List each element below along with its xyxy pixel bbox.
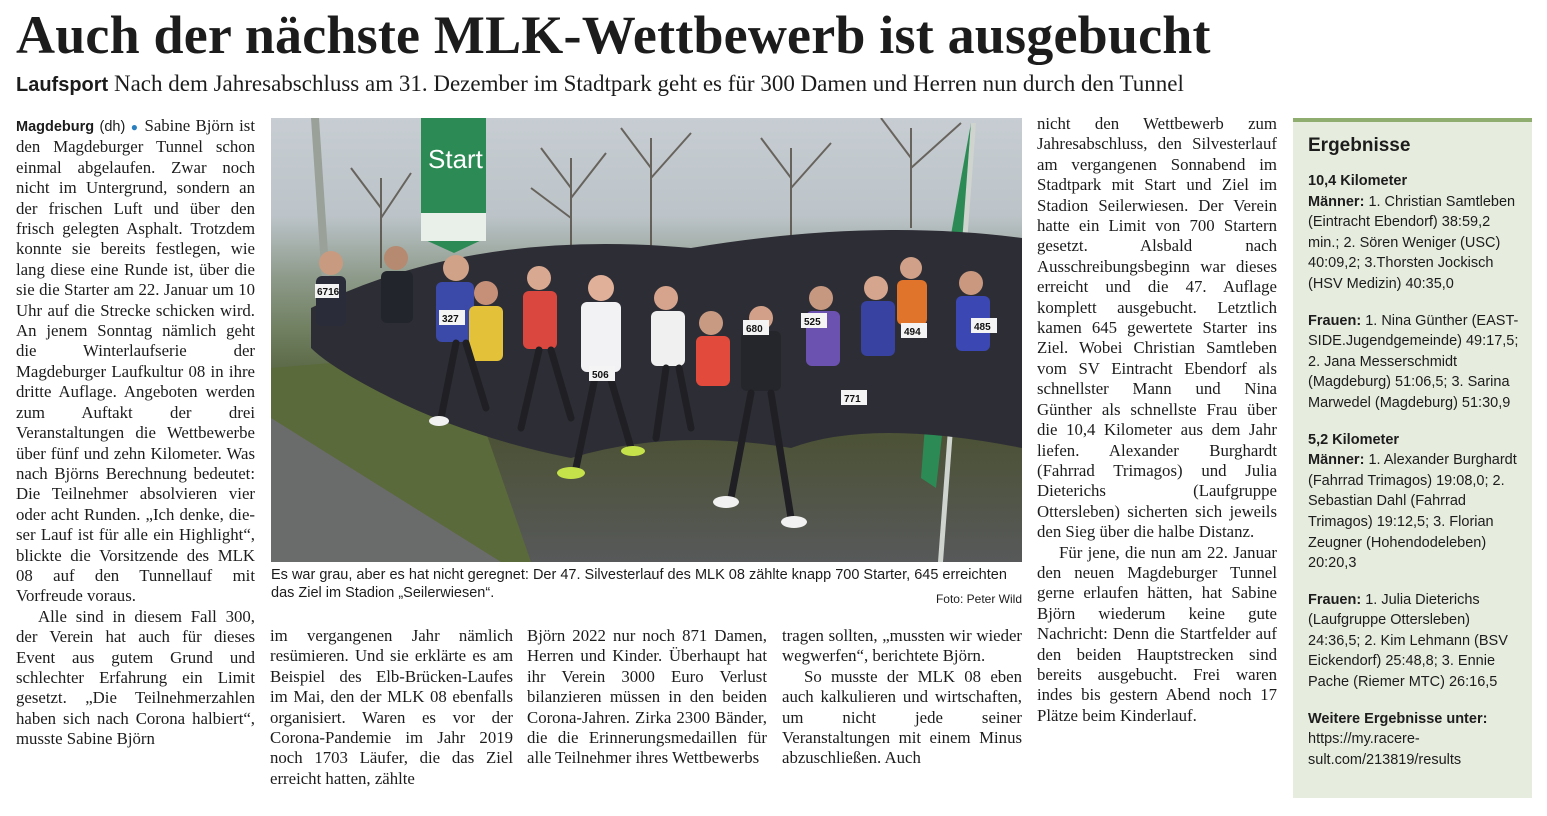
results-title: Ergebnisse bbox=[1308, 135, 1411, 156]
bib-number: 6716 bbox=[317, 287, 340, 298]
bib-number: 525 bbox=[804, 317, 821, 328]
results-women-5k bbox=[1308, 590, 1524, 693]
photo-credit: Foto: Peter Wild bbox=[935, 592, 1022, 606]
results-men-10k bbox=[1308, 192, 1524, 295]
dateline-author: (dh) bbox=[99, 119, 126, 135]
article-paragraph bbox=[16, 116, 255, 607]
results-distance-heading: 5,2 Kilometer bbox=[1308, 431, 1400, 448]
results-entries: 1. Alexander Burghardt (Fahrrad Trimagos) 19:08,0; 2. Sebastian Dahl (Fahrrad Trimagos) 19:12,5; 3. Florian Zeugner (Hohendodeleben) 20:20,3 bbox=[1308, 452, 1517, 572]
article-paragraph: So musste der MLK 08 eben auch kalkulieren und wirtschaften, um nicht jede seiner Veranstaltungen mit einem Minus abzuschließen. Auch bbox=[782, 666, 1022, 768]
article-column-5 bbox=[1037, 114, 1277, 726]
paragraph-text: Sabine Björn ist den Magdeburger Tunnel schon einmal abgelaufen. Zwar noch nicht im Untergrund, sondern an der frischen Luft und über den frisch gelegten Asphalt. Trotzdem konnte sie bereits festlegen, wie lang diese eine Runde ist, über die sie die Starter am 22. Januar um 10 Uhr auf die Strecke schicken wird. An jenem Sonntag nämlich geht die Winterlaufserie der Magdeburger Laufkultur 08 in ihre dritte Auflage. Angeboten werden zum Auftakt der drei Veranstaltungen die Wettbewerbe über fünf und zehn Kilometer. Was nach Björns Berechnung bedeutet: Die Teilnehmer absolvieren vier oder acht Runden. „Ich denke, dieser Lauf ist für alle ein Highlight“, blickte die Vorsitzende des MLK 08 auf den Tunnellauf mit Vorfreude voraus. bbox=[16, 116, 255, 606]
article-column-4 bbox=[782, 626, 1022, 769]
article-column-1 bbox=[16, 116, 255, 750]
subhead-kicker: Laufsport bbox=[16, 74, 109, 96]
results-more-label: Weitere Ergebnisse unter: bbox=[1308, 710, 1488, 727]
bib-number: 680 bbox=[746, 324, 763, 335]
results-label: Männer: bbox=[1308, 193, 1365, 210]
results-distance-heading: 10,4 Kilometer bbox=[1308, 173, 1408, 189]
results-entries: 1. Nina Günther (EAST-SIDE.Jugendgemeinde) 49:17,5; 2. Jana Messerschmidt (Magdeburg) 51:06,5; 3. Sarina Marwedel (Magdeburg) 51:30,9 bbox=[1308, 312, 1519, 411]
bib-number: 506 bbox=[592, 370, 609, 381]
photo-caption: Es war grau, aber es hat nicht geregnet: Der 47. Silvesterlauf des MLK 08 zählte knapp 700 Starter, 645 erreichten das Ziel im Stadion „Seilerwiesen“. bbox=[271, 567, 1007, 601]
article-paragraph: tragen sollten, „mussten wir wieder wegwerfen“, berichtete Björn. bbox=[782, 626, 1022, 666]
results-women-10k bbox=[1308, 311, 1524, 414]
bib-number: 771 bbox=[844, 394, 861, 405]
article-paragraph: Für jene, die nun am 22. Januar den neuen Magdeburger Tunnel gerne erlaufen hätten, hat Sabine Björn wiederum keine gute Nachricht: Denn die Startfelder auf den beiden Hauptstrecken sind bereits ausgebucht. Frei waren indes bis gestern Abend noch 17 Plätze beim Kinderlauf. bbox=[1037, 542, 1277, 725]
article-paragraph: im vergangenen Jahr nämlich resümieren. Und sie erklärte es am Beispiel des Elb-Brücken-Laufes im Mai, den der MLK 08 ebenfalls organisiert. Waren es vor der Corona-Pandemie im Jahr 2019 noch 1703 Läufer, die das Ziel erreicht hatten, zählte bbox=[270, 626, 513, 788]
photo-illustration bbox=[271, 118, 1022, 562]
race-start-photo bbox=[271, 118, 1022, 562]
subhead-text: Nach dem Jahresabschluss am 31. Dezember im Stadtpark geht es für 300 Damen und Herren nun durch den Tunnel bbox=[113, 71, 1184, 96]
results-box bbox=[1293, 118, 1532, 798]
results-men-5k bbox=[1308, 450, 1524, 574]
dateline-city: Magdeburg bbox=[16, 119, 95, 135]
subhead bbox=[16, 68, 1526, 101]
results-entries: 1. Julia Dieterichs (Laufgruppe Ottersleben) 24:36,5; 2. Kim Lehmann (BSV Eickendorf) 25:48,8; 3. Ennie Pache (Riemer MTC) 26:16,5 bbox=[1308, 591, 1508, 691]
article-paragraph: Alle sind in diesem Fall 300, der Verein hat auch für dieses Event aus gutem Grund und schlechter Erfahrung ein Limit gesetzt. „Die Teilnehmerzahlen haben sich nach Corona halbiert“, musste Sabine Björn bbox=[16, 606, 255, 749]
results-label: Männer: bbox=[1308, 452, 1365, 469]
results-label: Frauen: bbox=[1308, 591, 1362, 608]
headline: Auch der nächste MLK-Wettbewerb ist ausgebucht bbox=[16, 5, 1211, 65]
results-label: Frauen: bbox=[1308, 312, 1362, 329]
bib-number: 485 bbox=[974, 322, 991, 333]
article-column-2 bbox=[270, 626, 513, 789]
results-entries: 1. Christian Samtleben (Eintracht Ebendorf) 38:59,2 min.; 2. Sören Weniger (USC) 40:09,2; 3.Thorsten Jockisch (HSV Medizin) 40:35,0 bbox=[1308, 193, 1516, 292]
start-banner-text: Start bbox=[428, 144, 483, 174]
dateline-bullet: ● bbox=[130, 120, 140, 134]
bib-number: 327 bbox=[442, 314, 459, 325]
results-more bbox=[1308, 709, 1524, 771]
article-column-3 bbox=[527, 626, 767, 769]
article-paragraph: nicht den Wettbewerb zum Jahresabschluss, den Silvesterlauf am vergangenen Sonnabend im Stadtpark mit Start und Ziel im Stadion Seilerwiesen. Der Verein hatte ein Limit von 700 Startern gesetzt. Alsbald nach Ausschreibungsbeginn war dieses erreicht und die 47. Auflage komplett ausgebucht. Letztlich kamen 645 gewertete Starter ins Ziel. Wobei Christian Samtleben vom SV Eintracht Ebendorf als schnellster Mann und Nina Günther als schnellste Frau über die 10,4 Kilometer aus dem Jahr liefen. Alexander Burghardt (Fahrrad Trimagos) und Julia Dieterichs (Laufgruppe Ottersleben) sicherten sich jeweils den Sieg über die halbe Distanz. bbox=[1037, 114, 1277, 542]
bib-number: 494 bbox=[904, 327, 921, 338]
article-paragraph: Björn 2022 nur noch 871 Damen, Herren und Kinder. Überhaupt hat ihr Verein 3000 Euro Verlust bilanzieren müssen in den beiden Corona-Jahren. Zirka 2300 Bänder, die die Erinnerungsmedaillen für alle Teilnehmer ihres Wettbewerbs bbox=[527, 626, 767, 768]
results-more-link[interactable]: https://my.raceresult.com/213819/results bbox=[1308, 731, 1462, 768]
